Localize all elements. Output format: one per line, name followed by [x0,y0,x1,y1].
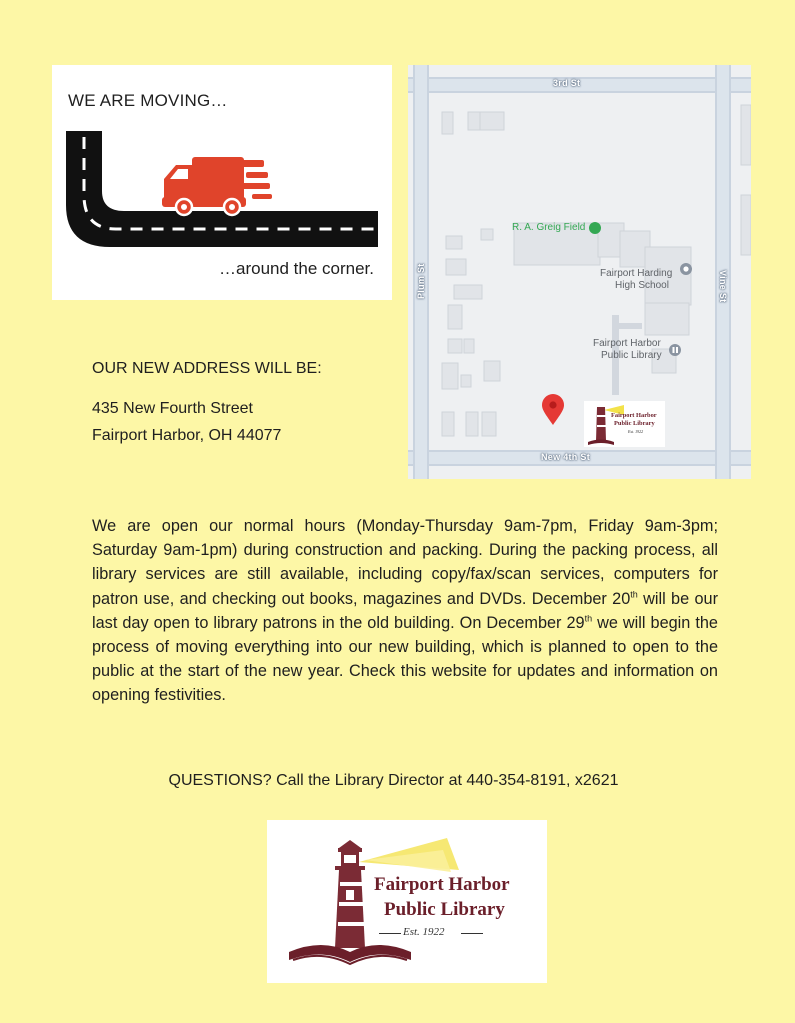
body-part-1: We are open our normal hours (Monday-Thursday 9am-7pm, Friday 9am-3pm; Saturday 9am-1pm) during construction and packing. During the packing process, all library services are still available, including copy/fax/scan services, computers for patron use, and checking out books, magazines and DVDs. December 20 [92,517,718,608]
logo-title-line1: Fairport Harbor [374,874,510,895]
street-label-plum: Plum St [416,263,426,299]
questions-text: QUESTIONS? Call the Library Director at 440-354-8191, x2621 [168,772,619,789]
logo-rule-left [379,933,401,934]
logo-established: Est. 1922 [403,926,445,938]
moving-heading: WE ARE MOVING… [68,91,228,110]
street-label-new-4th: New 4th St [541,452,591,462]
poi-library-line2: Public Library [601,350,662,361]
body-ordinal-1: th [630,589,638,600]
moving-subheading: …around the corner. [219,259,374,278]
mini-logo-est: Est. 1922 [628,429,644,434]
questions-contact [0,772,795,790]
poi-school-line2: High School [615,280,669,291]
address-city: Fairport Harbor, OH 44077 [92,427,282,444]
hours-announcement [92,514,718,708]
street-label-vine: Vine St [718,270,728,303]
poi-library-line1: Fairport Harbor [593,338,661,349]
delivery-truck-icon [162,157,272,215]
map-library-logo [584,401,665,447]
logo-title-line2: Public Library [384,899,505,920]
street-label-3rd: 3rd St [553,78,581,88]
poi-school-line1: Fairport Harding [600,268,673,279]
library-logo [267,820,547,983]
mini-logo-line2: Public Library [614,420,655,427]
moving-announcement-card [52,65,392,300]
body-part-2: will be our last day open to library patrons in the old building. On December 29 [92,589,718,632]
address-street: 435 New Fourth Street [92,400,253,417]
address-label: OUR NEW ADDRESS WILL BE: [92,360,322,377]
logo-rule-right [461,933,483,934]
map-base [408,65,751,479]
mini-logo-line1: Fairport Harbor [611,412,657,419]
location-map [408,65,751,479]
body-part-3: we will begin the process of moving everything into our new building, which is planned to open to the public at the start of the new year. Check this website for updates and information on opening festivities. [92,613,718,705]
body-ordinal-2: th [584,613,593,624]
poi-greig-field: R. A. Greig Field [512,222,586,233]
